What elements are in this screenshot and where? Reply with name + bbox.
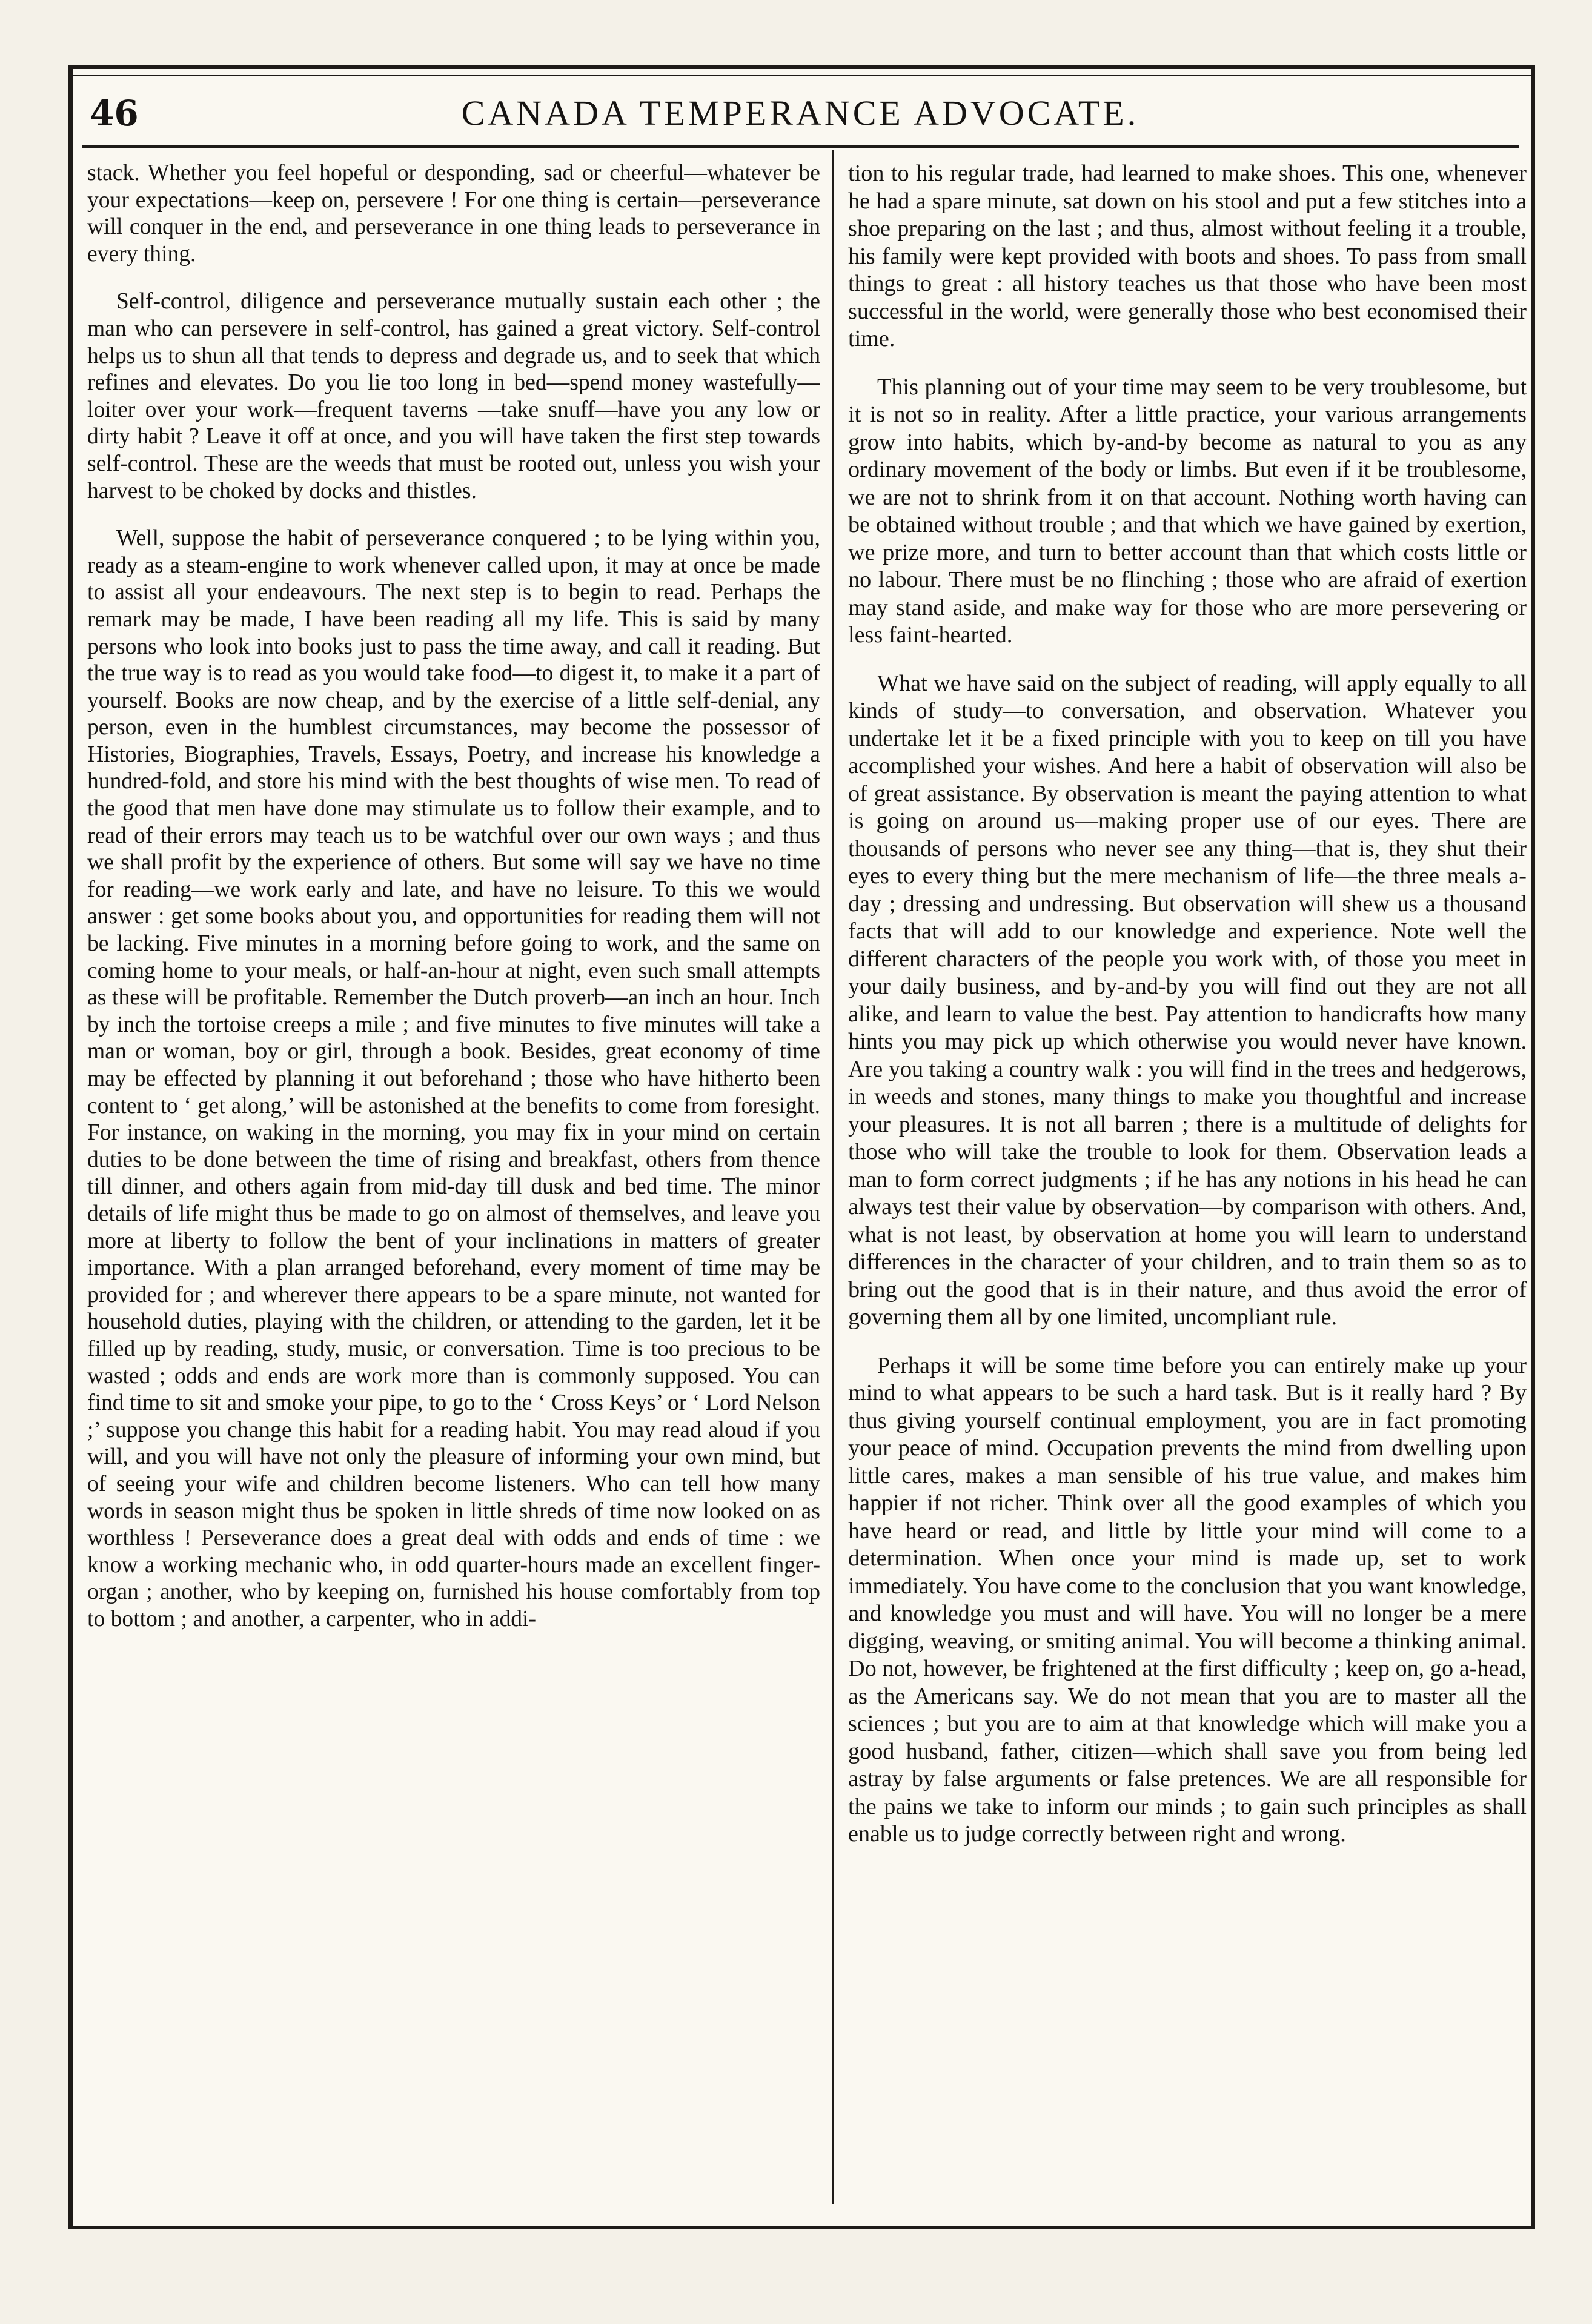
right-column <box>848 160 1527 2202</box>
masthead-title: CANADA TEMPERANCE ADVOCATE. <box>461 93 1139 133</box>
paragraph: What we have said on the subject of reading, will apply equally to all kinds of study—to conversation, and observation. Whatever you undertake let it be a fixed principle with you to keep on till you have accomplished your wishes. And here a habit of observation will also be of great assistance. By observation is meant the paying attention to what is going on around us—making proper use of our eyes. There are thousands of persons who never see any thing—that is, they shut their eyes to every thing but the mere mechanism of life—the three meals a-day ; dressing and undressing. But observation will shew us a thousand facts that will add to our knowledge and experience. Note well the different characters of the people you work with, of those you meet in your daily business, and by-and-by you will find out they are not all alike, and learn to value the best. Pay attention to handicrafts how many hints you may pick up which otherwise you would never have known. Are you taking a country walk : you will find in the trees and hedgerows, in weeds and stones, many things to make you thoughtful and increase your pleasures. It is not all barren ; there is a multitude of delights for those who will take the trouble to look for them. Observation leads a man to form correct judgments ; if he has any notions in his head he can always test their value by observation—by comparison with others. And, what is not least, by observation at home you will learn to understand differences in the character of your children, and to train them so as to bring out the good that is in their nature, and thus avoid the error of governing them all by one limited, uncompliant rule. <box>848 670 1527 1330</box>
page-number: 46 <box>90 93 139 134</box>
header-rule <box>82 145 1519 148</box>
paragraph: Self-control, diligence and perseverance mutually sustain each other ; the man who can persevere in self-control, has gained a great victory. Self-control helps us to shun all that tends to depress and degrade us, and to seek that which refines and elevates. Do you lie too long in bed—spend money wastefully—loiter over your work—frequent taverns —take snuff—have you any low or dirty habit ? Leave it off at once, and you will have taken the first step towards self-control. These are the weeds that must be rooted out, unless you wish your harvest to be choked by docks and thistles. <box>87 289 820 503</box>
paragraph: Well, suppose the habit of perseverance conquered ; to be lying within you, ready as a steam-engine to work whenever called upon, it may at once be made to assist all your endeavours. The next step is to begin to read. Perhaps the remark may be made, I have been reading all my life. This is said by many persons who look into books just to pass the time away, and call it reading. But the true way is to read as you would take food—to digest it, to make it a part of yourself. Books are now cheap, and by the exercise of a little self-denial, any person, even in the humblest circumstances, may become the possessor of Histories, Biographies, Travels, Essays, Poetry, and increase his knowledge a hundred-fold, and store his mind with the best thoughts of wise men. To read of the good that men have done may stimulate us to follow their example, and to read of their errors may teach us to be watchful over our own ways ; and thus we shall profit by the experience of others. But some will say we have no time for reading—we work early and late, and have no leisure. To this we would answer : get some books about you, and opportunities for reading them will not be lacking. Five minutes in a morning before going to work, and the same on coming home to your meals, or half-an-hour at night, even such small attempts as these will be profitable. Remember the Dutch proverb—an inch an hour. Inch by inch the tortoise creeps a mile ; and five minutes to five minutes will take a man or woman, boy or girl, through a book. Besides, great economy of time may be effected by planning it out beforehand ; those who have hitherto been content to ‘ get along,’ will be astonished at the benefits to come from foresight. For instance, on waking in the morning, you may fix in your mind on certain duties to be done between the time of rising and breakfast, others from thence till dinner, and others again from mid-day till dusk and bed time. The minor details of life might thus be made to go on almost of themselves, and leave you more at liberty to follow the bent of your inclinations in matters of greater importance. With a plan arranged beforehand, every moment of time may be provided for ; and wherever there appears to be a spare minute, not wanted for household duties, playing with the children, or attending to the garden, let it be filled up by reading, study, music, or conversation. Time is too precious to be wasted ; odds and ends are work more than is commonly supposed. You can find time to sit and smoke your pipe, to go to the ‘ Cross Keys’ or ‘ Lord Nelson ;’ suppose you change this habit for a reading habit. You may read aloud if you will, and you will have not only the pleasure of informing your own mind, but of seeing your wife and children become listeners. Who can tell how many words in season might thus be spoken in little shreds of time now looked on as worthless ! Perseverance does a great deal with odds and ends of time : we know a working mechanic who, in odd quarter-hours made an excellent finger-organ ; another, who by keeping on, furnished his house comfortably from top to bottom ; and another, a carpenter, who in addi- <box>87 526 820 1632</box>
paragraph: This planning out of your time may seem to be very troublesome, but it is not so in reality. After a little practice, your various arrangements grow into habits, which by-and-by become as natural to you as any ordinary movement of the body or limbs. But even if it be troublesome, we are not to shrink from it on that account. Nothing worth having can be obtained without trouble ; and that which we have gained by exertion, we prize more, and turn to better account than that which costs little or no labour. There must be no flinching ; those who are afraid of exertion may stand aside, and make way for those who are more persevering or less faint-hearted. <box>848 374 1527 648</box>
column-divider <box>832 150 834 2204</box>
top-border-thin-rule <box>68 75 1535 76</box>
paragraph: tion to his regular trade, had learned to make shoes. This one, whenever he had a spare minute, sat down on his stool and put a few stitches into a shoe preparing on the last ; and thus, almost without feeling it a trouble, his family were kept provided with boots and shoes. To pass from small things to great : all history teaches us that those who have been most successful in the world, were generally those who best economised their time. <box>848 161 1527 351</box>
paragraph: stack. Whether you feel hopeful or desponding, sad or cheerful—whatever be your expectations—keep on, persevere ! For one thing is certain—perseverance will conquer in the end, and perseverance in one thing leads to perseverance in every thing. <box>87 161 820 267</box>
paragraph: Perhaps it will be some time before you can entirely make up your mind to what appears to be such a hard task. But is it really hard ? By thus giving yourself continual employment, you are in fact promoting your peace of mind. Occupation prevents the mind from dwelling upon little cares, makes a man sensible of his true value, and makes him happier if not richer. Think over all the good examples of which you have heard or read, and little by little your mind will come to a determination. When once your mind is made up, set to work immediately. You have come to the conclusion that you want knowledge, and knowledge you must and will have. You will no longer be a mere digging, weaving, or smiting animal. You will become a thinking animal. Do not, however, be frightened at the first difficulty ; keep on, go a-head, as the Americans say. We do not mean that you are to master all the sciences ; but you are to aim at that knowledge which will make you a good husband, father, citizen—which shall save you from being led astray by false arguments or false pretences. We are all responsible for the pains we take to inform our minds ; to gain such principles as shall enable us to judge correctly between right and wrong. <box>848 1352 1527 1847</box>
top-border-rule <box>68 65 1535 69</box>
page-header <box>82 88 1518 142</box>
left-column <box>87 160 820 2202</box>
